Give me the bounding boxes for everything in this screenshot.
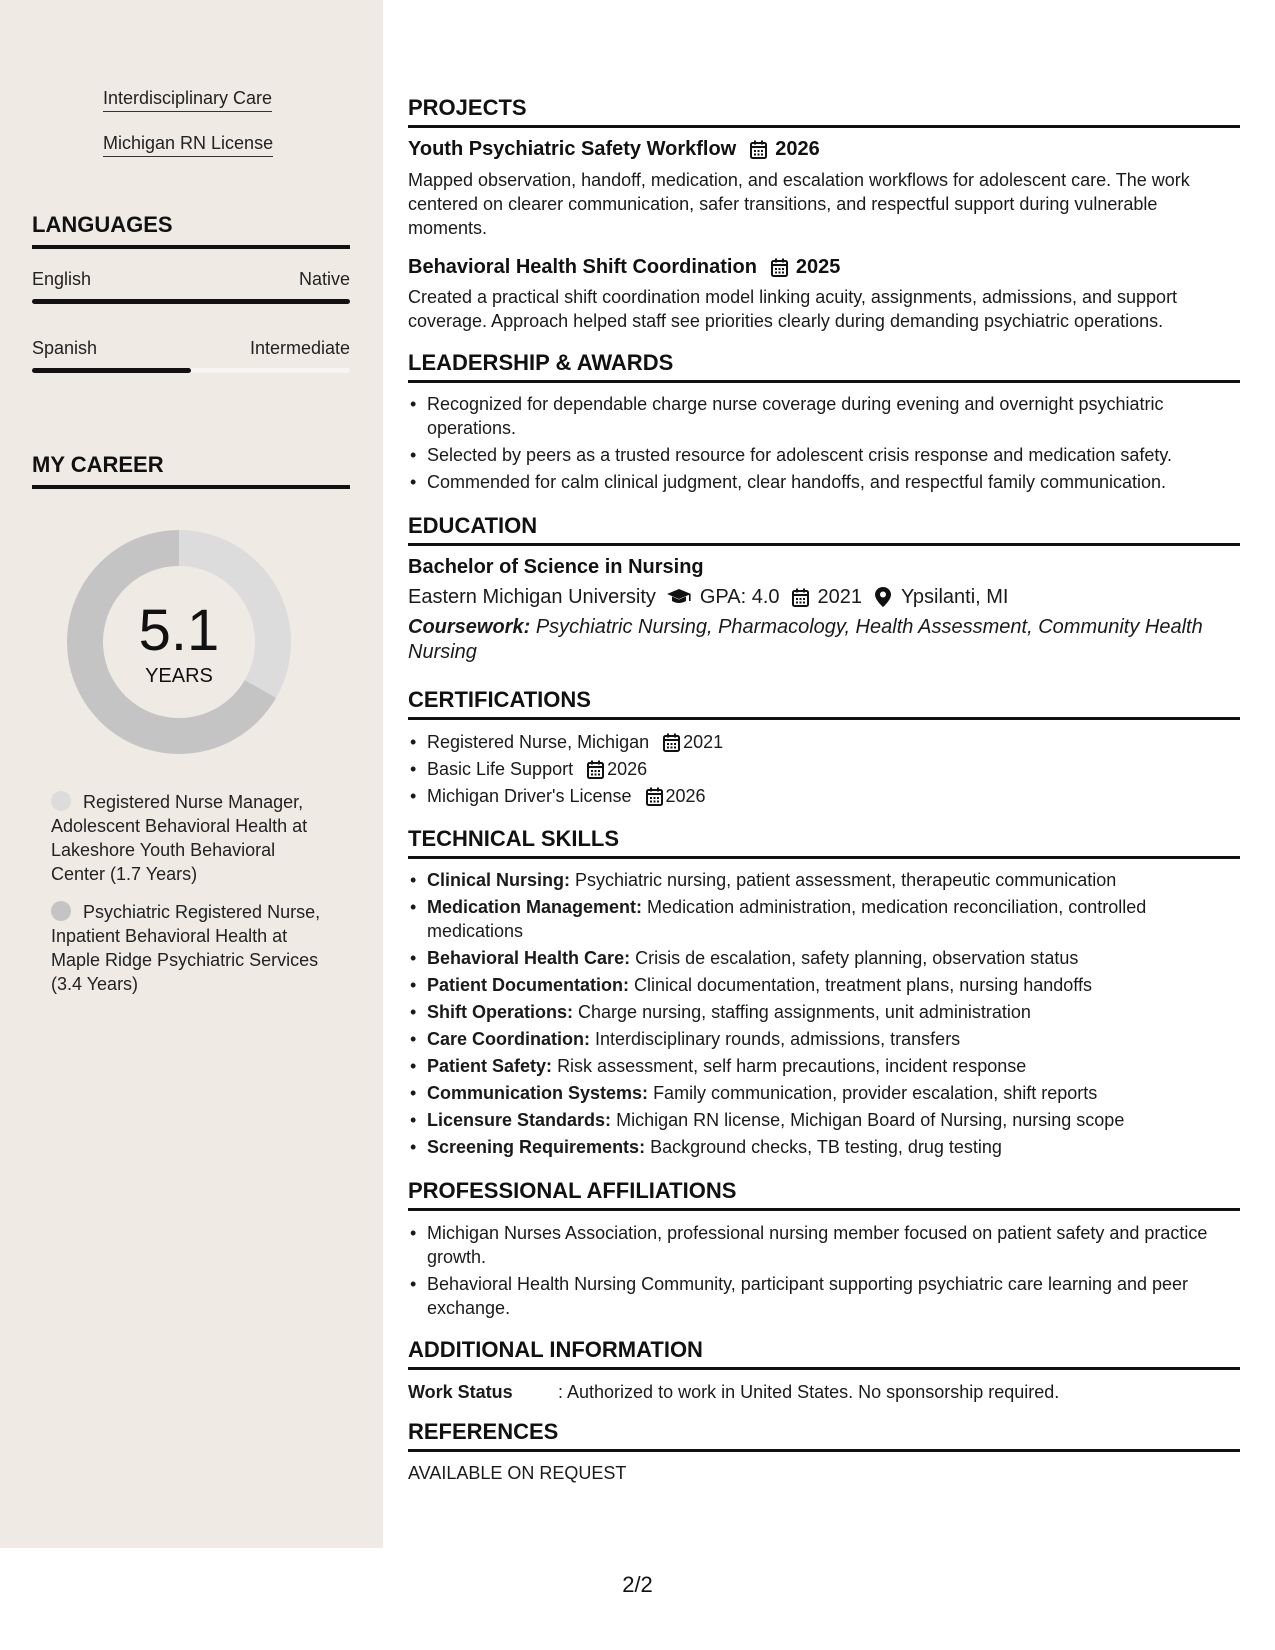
list-item: • Michigan Nurses Association, professional nursing member focused on patient safety and practice growth. <box>408 1221 1240 1269</box>
language-name: English <box>32 269 92 289</box>
leadership-list <box>408 392 1240 497</box>
language-level: Intermediate <box>249 338 350 358</box>
language-row <box>32 268 350 290</box>
project-description: Mapped observation, handoff, medication, and escalation workflows for adolescent care. The work centered on clearer communication, safer transitions, and respectful support during vulnerable moments. <box>408 170 1190 238</box>
project-description: Created a practical shift coordination model linking acuity, assignments, admissions, and support coverage. Approach helped staff see priorities clearly during demanding psychiatric operations. <box>408 287 1178 331</box>
certifications-heading: CERTIFICATIONS <box>408 686 1240 720</box>
list-item: • Recognized for dependable charge nurse coverage during evening and overnight psychiatric operations. <box>408 392 1240 440</box>
career-legend-text: Psychiatric Registered Nurse, Inpatient Behavioral Health at Maple Ridge Psychiatric Services (3.4 Years) <box>51 902 321 994</box>
language-level: Native <box>298 269 350 289</box>
legend-dot-icon <box>51 901 71 921</box>
career-legend-item <box>51 900 326 996</box>
degree-title: Bachelor of Science in Nursing <box>408 556 704 578</box>
calendar-icon <box>587 760 604 779</box>
calendar-icon <box>663 733 680 752</box>
language-proficiency-fill <box>32 368 191 373</box>
references-text: AVAILABLE ON REQUEST <box>408 1463 627 1483</box>
leadership-heading: LEADERSHIP & AWARDS <box>408 349 1240 383</box>
language-proficiency-bar <box>32 368 350 373</box>
graduation-year: 2021 <box>817 586 863 608</box>
list-item <box>408 946 1240 970</box>
calendar-icon <box>771 258 788 277</box>
career-legend-item <box>51 790 326 886</box>
affiliations-list <box>408 1221 1240 1323</box>
page-number: 2/2 <box>622 1572 653 1597</box>
project-year: 2026 <box>775 138 820 160</box>
list-item: • Selected by peers as a trusted resource for adolescent crisis response and medication safety. <box>408 443 1240 467</box>
skill-text: Crisis de escalation, safety planning, observation status <box>635 948 1079 968</box>
skill-text: Michigan RN license, Michigan Board of Nursing, nursing scope <box>616 1110 1125 1130</box>
list-item <box>408 784 1240 808</box>
work-status-row <box>408 1380 1240 1404</box>
gpa: GPA: 4.0 <box>699 586 780 608</box>
skill-text: Psychiatric nursing, patient assessment, therapeutic communication <box>575 870 1117 890</box>
career-total-unit: YEARS <box>145 665 213 687</box>
additional-info-heading: ADDITIONAL INFORMATION <box>408 1336 1240 1370</box>
references-heading: REFERENCES <box>408 1418 1240 1452</box>
skill-label: Patient Safety: <box>427 1056 553 1076</box>
project-name: Youth Psychiatric Safety Workflow <box>408 138 737 160</box>
technical-skills-heading: TECHNICAL SKILLS <box>408 825 1240 859</box>
skill-label: Clinical Nursing: <box>427 870 571 890</box>
skill-text: Clinical documentation, treatment plans, nursing handoffs <box>634 975 1092 995</box>
language-proficiency-fill <box>32 299 350 304</box>
skill-link[interactable]: Interdisciplinary Care <box>103 87 272 112</box>
career-heading: MY CAREER <box>32 451 350 489</box>
list-item <box>408 973 1240 997</box>
language-name: Spanish <box>32 338 98 358</box>
skill-link[interactable]: Michigan RN License <box>103 132 273 157</box>
certification-year: 2026 <box>607 759 648 779</box>
skill-text: Medication administration, medication reconciliation, controlled medications <box>427 897 1147 941</box>
skill-label: Behavioral Health Care: <box>427 948 631 968</box>
certification-name: • Basic Life Support <box>427 759 574 779</box>
skill-text: Risk assessment, self harm precautions, incident response <box>557 1056 1027 1076</box>
list-item <box>408 1000 1240 1024</box>
skill-label: Medication Management: <box>427 897 643 917</box>
project-title <box>408 136 820 162</box>
list-item <box>408 1054 1240 1078</box>
skill-label: Licensure Standards: <box>427 1110 612 1130</box>
school-name: Eastern Michigan University <box>408 586 656 608</box>
certification-name: • Registered Nurse, Michigan <box>427 732 650 752</box>
certification-name: • Michigan Driver's License <box>427 786 632 806</box>
list-item <box>408 1027 1240 1051</box>
list-item: • Behavioral Health Nursing Community, participant supporting psychiatric care learning and peer exchange. <box>408 1272 1240 1320</box>
skill-text: Interdisciplinary rounds, admissions, transfers <box>595 1029 961 1049</box>
sidebar <box>0 0 383 1548</box>
calendar-icon <box>792 588 809 607</box>
list-item <box>408 1135 1240 1159</box>
work-status-value: : Authorized to work in United States. No sponsorship required. <box>558 1382 1060 1402</box>
work-status-label: Work Status <box>408 1382 513 1402</box>
list-item <box>408 868 1240 892</box>
list-item <box>408 757 1240 781</box>
calendar-icon <box>646 787 663 806</box>
list-item <box>408 1108 1240 1132</box>
certifications-list <box>408 730 1240 811</box>
project-year: 2025 <box>795 256 841 278</box>
technical-skills-list <box>408 868 1240 1162</box>
calendar-icon <box>750 140 767 159</box>
skill-label: Patient Documentation: <box>427 975 630 995</box>
project-name: Behavioral Health Shift Coordination <box>408 256 757 278</box>
list-item <box>408 895 1240 943</box>
list-item: • Commended for calm clinical judgment, clear handoffs, and respectful family communication. <box>408 470 1240 494</box>
skill-label: Care Coordination: <box>427 1029 591 1049</box>
career-legend-text: Registered Nurse Manager, Adolescent Behavioral Health at Lakeshore Youth Behavioral Center (1.7 Years) <box>51 792 308 884</box>
list-item <box>408 1081 1240 1105</box>
languages-heading: LANGUAGES <box>32 211 350 249</box>
project-title <box>408 254 840 280</box>
certification-year: 2026 <box>665 786 706 806</box>
skill-text: Charge nursing, staffing assignments, unit administration <box>578 1002 1031 1022</box>
affiliations-heading: PROFESSIONAL AFFILIATIONS <box>408 1177 1240 1211</box>
legend-dot-icon <box>51 791 71 811</box>
projects-heading: PROJECTS <box>408 94 1240 128</box>
language-row <box>32 337 350 359</box>
coursework-list: Psychiatric Nursing, Pharmacology, Health Assessment, Community Health Nursing <box>408 616 1203 663</box>
education-details <box>408 584 1009 610</box>
education-heading: EDUCATION <box>408 512 1240 546</box>
coursework-label: Coursework: <box>408 616 531 638</box>
skill-label: Shift Operations: <box>427 1002 574 1022</box>
certification-year: 2021 <box>683 732 724 752</box>
school-location: Ypsilanti, MI <box>901 586 1009 608</box>
graduation-cap-icon <box>666 588 692 606</box>
skill-text: Background checks, TB testing, drug testing <box>650 1137 1002 1157</box>
skill-text: Family communication, provider escalation, shift reports <box>653 1083 1098 1103</box>
list-item <box>408 730 1240 754</box>
skill-label: Screening Requirements: <box>427 1137 646 1157</box>
coursework <box>408 615 1240 665</box>
career-total-years: 5.1 <box>138 598 220 663</box>
skill-label: Communication Systems: <box>427 1083 649 1103</box>
location-pin-icon <box>875 587 891 607</box>
language-proficiency-bar <box>32 299 350 304</box>
